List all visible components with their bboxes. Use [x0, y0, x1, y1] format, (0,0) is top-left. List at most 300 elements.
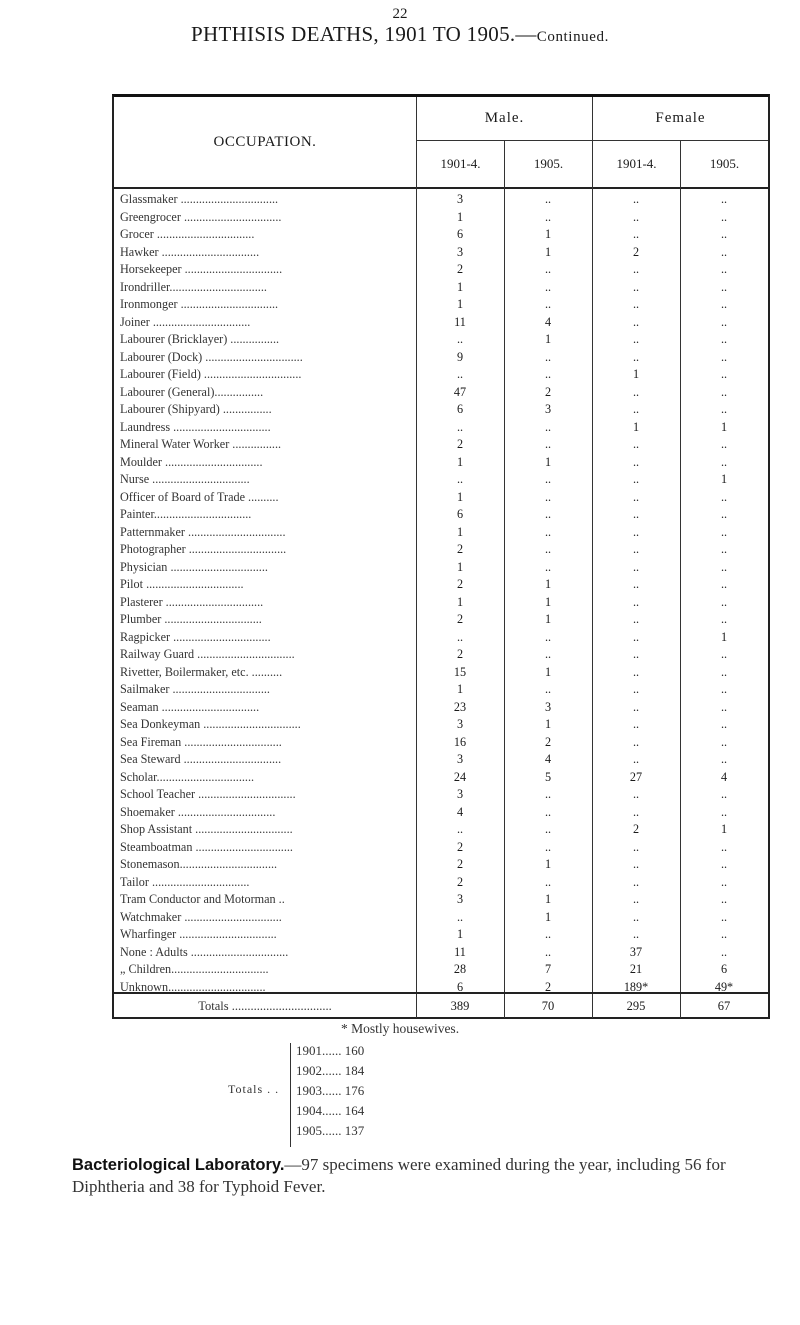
- cell-female-1905: ..: [720, 209, 728, 224]
- year: 1905......: [296, 1123, 342, 1138]
- cell-female-1905: ..: [720, 647, 728, 661]
- cell-male-1905: ..: [544, 787, 552, 801]
- phthisis-table: [112, 94, 770, 1019]
- cell-male-1901-4: 3: [456, 717, 464, 731]
- occupation-cell: Shoemaker ................................: [120, 804, 276, 819]
- cell-male-1901-4: ..: [456, 367, 464, 381]
- subheader-female-1901-4: 1901-4.: [616, 156, 657, 171]
- table-row: [114, 244, 768, 261]
- cell-female-1905: ..: [720, 507, 728, 521]
- occupation-cell: Tailor ................................: [120, 874, 250, 889]
- cell-female-1901-4: ..: [632, 349, 640, 364]
- cell-male-1905: 1: [544, 244, 552, 259]
- cell-male-1901-4: 3: [456, 244, 464, 259]
- cell-female-1901-4: 2: [632, 822, 640, 836]
- cell-female-1901-4: ..: [632, 909, 640, 924]
- annual-total-row: [296, 1121, 364, 1141]
- table-row: [114, 646, 768, 663]
- page-number: 22: [392, 6, 408, 22]
- brace: [290, 1043, 291, 1147]
- cell-male-1901-4: 11: [454, 944, 466, 959]
- subheader-male-1905: 1905.: [533, 156, 564, 171]
- cell-male-1905: ..: [544, 542, 552, 556]
- cell-female-1901-4: ..: [632, 314, 640, 329]
- cell-male-1905: ..: [544, 437, 552, 451]
- totals-male-1905: 70: [541, 999, 555, 1013]
- cell-female-1905: ..: [720, 909, 728, 924]
- cell-female-1905: ..: [720, 682, 728, 696]
- cell-male-1905: ..: [544, 524, 552, 539]
- table-row: [114, 874, 768, 891]
- cell-female-1905: ..: [720, 262, 728, 276]
- occupation-cell: Labourer (Field) ................................: [120, 367, 302, 381]
- table-row: [114, 856, 768, 873]
- cell-male-1905: ..: [544, 192, 552, 206]
- occupation-header: OCCUPATION.: [213, 133, 317, 150]
- cell-male-1905: ..: [544, 927, 552, 941]
- cell-male-1905: ..: [544, 472, 552, 486]
- table-row: [114, 594, 768, 611]
- cell-male-1901-4: 1: [456, 279, 464, 294]
- cell-female-1901-4: 1: [632, 419, 640, 434]
- cell-female-1901-4: 27: [629, 769, 643, 784]
- table-row: [114, 471, 768, 488]
- occupation-cell: Patternmaker ................................: [120, 524, 286, 539]
- cell-female-1905: 6: [720, 962, 728, 976]
- annual-total-row: [296, 1041, 364, 1061]
- cell-male-1905: 3: [544, 699, 552, 714]
- cell-female-1901-4: ..: [632, 682, 640, 696]
- cell-male-1905: 5: [544, 769, 552, 784]
- occupation-cell: Labourer (General)................: [120, 384, 264, 399]
- occupation-cell: Grocer ................................: [120, 227, 255, 241]
- table-row: [114, 489, 768, 506]
- occupation-cell: Labourer (Bricklayer) ................: [120, 332, 280, 346]
- cell-male-1905: 7: [544, 962, 552, 976]
- cell-male-1905: ..: [544, 822, 552, 836]
- cell-male-1905: ..: [544, 419, 552, 434]
- bacteriological-text: —97 specimens were examined during the year, including 56 for Diphtheria and 38 for Typhoid Fever.: [72, 1155, 726, 1196]
- cell-male-1905: 1: [544, 594, 552, 609]
- occupation-cell: Irondriller................................: [120, 279, 267, 294]
- totals-label: Totals ................................: [198, 999, 332, 1013]
- cell-female-1905: ..: [720, 489, 728, 504]
- table-row: [114, 401, 768, 418]
- cell-female-1901-4: ..: [632, 594, 640, 609]
- cell-female-1905: ..: [720, 892, 728, 906]
- cell-male-1905: ..: [544, 874, 552, 889]
- cell-female-1905: ..: [720, 314, 728, 329]
- cell-female-1901-4: ..: [632, 227, 640, 241]
- cell-male-1901-4: ..: [456, 909, 464, 924]
- occupation-cell: Ragpicker ................................: [120, 629, 271, 644]
- cell-female-1901-4: ..: [632, 874, 640, 889]
- occupation-cell: Moulder ................................: [120, 454, 263, 469]
- cell-female-1901-4: 1: [632, 367, 640, 381]
- cell-male-1905: 4: [544, 752, 552, 766]
- totals-female-1905: 67: [717, 999, 731, 1013]
- cell-male-1905: 1: [544, 454, 552, 469]
- cell-male-1901-4: 23: [453, 699, 467, 714]
- cell-male-1901-4: 2: [456, 857, 464, 871]
- page-title: [0, 22, 800, 47]
- table-row: [114, 436, 768, 453]
- cell-female-1901-4: ..: [632, 752, 640, 766]
- occupation-cell: None : Adults ................................: [120, 944, 289, 959]
- occupation-cell: Shop Assistant ................................: [120, 822, 293, 836]
- cell-female-1901-4: ..: [632, 472, 640, 486]
- subheader-male-1901-4: 1901-4.: [440, 156, 481, 171]
- occupation-cell: Pilot ................................: [120, 577, 244, 591]
- cell-male-1901-4: 6: [456, 227, 464, 241]
- table-row: [114, 821, 768, 838]
- occupation-cell: Railway Guard ................................: [120, 647, 295, 661]
- cell-female-1901-4: ..: [632, 647, 640, 661]
- cell-female-1905: ..: [720, 594, 728, 609]
- cell-male-1905: ..: [544, 839, 552, 854]
- table-row: [114, 734, 768, 751]
- cell-female-1905: ..: [720, 699, 728, 714]
- cell-female-1905: ..: [720, 664, 728, 679]
- cell-male-1905: ..: [544, 629, 552, 644]
- cell-male-1901-4: 1: [456, 927, 464, 941]
- occupation-cell: Mineral Water Worker ................: [120, 437, 282, 451]
- annual-totals: [228, 1041, 488, 1151]
- cell-female-1901-4: ..: [632, 262, 640, 276]
- cell-male-1905: ..: [544, 647, 552, 661]
- cell-female-1901-4: ..: [632, 332, 640, 346]
- subheader-female-1905: 1905.: [709, 156, 740, 171]
- cell-male-1905: ..: [544, 559, 552, 574]
- cell-male-1905: ..: [544, 349, 552, 364]
- occupation-cell: Laundress ................................: [120, 419, 271, 434]
- cell-male-1905: 2: [544, 384, 552, 399]
- cell-male-1901-4: 2: [456, 647, 464, 661]
- cell-male-1901-4: 47: [453, 384, 467, 399]
- cell-female-1901-4: ..: [632, 279, 640, 294]
- cell-female-1905: ..: [720, 524, 728, 539]
- table-row: [114, 524, 768, 541]
- cell-male-1905: ..: [544, 944, 552, 959]
- table-row: [114, 716, 768, 733]
- cell-male-1901-4: 6: [456, 979, 464, 994]
- cell-female-1901-4: 37: [629, 944, 643, 959]
- cell-male-1901-4: 2: [456, 542, 464, 556]
- annual-totals-label: Totals . .: [228, 1082, 280, 1096]
- occupation-cell: Labourer (Dock) ................................: [120, 349, 303, 364]
- cell-female-1901-4: ..: [632, 542, 640, 556]
- table-row: [114, 611, 768, 628]
- cell-female-1905: ..: [720, 944, 728, 959]
- occupation-cell: Physician ................................: [120, 559, 268, 574]
- table-row: [114, 384, 768, 401]
- table-row: [114, 454, 768, 471]
- table-row: [114, 419, 768, 436]
- cell-female-1905: ..: [720, 804, 728, 819]
- cell-male-1901-4: 1: [456, 594, 464, 609]
- cell-female-1905: ..: [720, 402, 728, 416]
- cell-female-1905: ..: [720, 437, 728, 451]
- occupation-cell: Ironmonger ................................: [120, 297, 279, 311]
- cell-female-1905: ..: [720, 192, 728, 206]
- occupation-cell: Labourer (Shipyard) ................: [120, 402, 272, 416]
- cell-female-1905: ..: [720, 577, 728, 591]
- cell-female-1901-4: ..: [632, 384, 640, 399]
- year: 1902......: [296, 1063, 342, 1078]
- occupation-cell: Seaman ................................: [120, 699, 260, 714]
- cell-male-1901-4: 15: [453, 664, 467, 679]
- table-row: [114, 226, 768, 243]
- cell-male-1901-4: 1: [456, 489, 464, 504]
- occupation-cell: Stonemason................................: [120, 857, 278, 871]
- cell-female-1901-4: ..: [632, 699, 640, 714]
- cell-female-1901-4: ..: [632, 437, 640, 451]
- table-header: [114, 97, 768, 189]
- cell-male-1901-4: 3: [456, 787, 464, 801]
- year: 1903......: [296, 1083, 342, 1098]
- cell-female-1901-4: ..: [632, 892, 640, 906]
- occupation-cell: Steamboatman ................................: [120, 839, 293, 854]
- table-row: [114, 209, 768, 226]
- female-header: Female: [593, 97, 768, 141]
- cell-male-1901-4: ..: [456, 472, 464, 486]
- occupation-cell: Glassmaker ................................: [120, 192, 279, 206]
- table-row: [114, 279, 768, 296]
- occupation-cell: Sailmaker ................................: [120, 682, 270, 696]
- cell-male-1901-4: 6: [456, 402, 464, 416]
- cell-male-1901-4: 1: [456, 524, 464, 539]
- occupation-cell: Nurse ................................: [120, 472, 250, 486]
- cell-female-1905: ..: [720, 227, 728, 241]
- cell-male-1905: 1: [544, 717, 552, 731]
- table-row: [114, 191, 768, 208]
- cell-female-1905: 1: [720, 822, 728, 836]
- table-row: [114, 664, 768, 681]
- cell-female-1905: ..: [720, 244, 728, 259]
- table-row: [114, 506, 768, 523]
- occupation-cell: Rivetter, Boilermaker, etc. ..........: [120, 664, 283, 679]
- cell-female-1905: 4: [720, 769, 728, 784]
- cell-female-1901-4: ..: [632, 839, 640, 854]
- table-row: [114, 891, 768, 908]
- table-row: [114, 699, 768, 716]
- cell-male-1901-4: 3: [456, 752, 464, 766]
- cell-male-1905: 1: [544, 332, 552, 346]
- cell-male-1905: 2: [544, 979, 552, 994]
- cell-female-1901-4: ..: [632, 717, 640, 731]
- table-row: [114, 769, 768, 786]
- cell-female-1901-4: 21: [629, 962, 643, 976]
- male-header: Male.: [417, 97, 592, 141]
- cell-female-1905: ..: [720, 752, 728, 766]
- cell-female-1905: ..: [720, 279, 728, 294]
- cell-female-1905: ..: [720, 542, 728, 556]
- cell-male-1901-4: 1: [456, 454, 464, 469]
- cell-female-1901-4: ..: [632, 927, 640, 941]
- occupation-cell: Plumber ................................: [120, 612, 262, 626]
- cell-male-1901-4: 1: [456, 559, 464, 574]
- cell-female-1905: ..: [720, 927, 728, 941]
- cell-male-1901-4: 1: [456, 209, 464, 224]
- annual-total-row: [296, 1061, 364, 1081]
- occupation-cell: Greengrocer ................................: [120, 209, 282, 224]
- table-row: [114, 786, 768, 803]
- cell-male-1901-4: 2: [456, 437, 464, 451]
- occupation-cell: Sea Steward ................................: [120, 752, 282, 766]
- occupation-cell: Horsekeeper ................................: [120, 262, 283, 276]
- cell-male-1905: ..: [544, 367, 552, 381]
- bacteriological-paragraph: [0, 1154, 800, 1197]
- cell-male-1901-4: 1: [456, 682, 464, 696]
- cell-female-1905: ..: [720, 454, 728, 469]
- cell-male-1905: ..: [544, 297, 552, 311]
- year-value: 160: [344, 1043, 365, 1058]
- cell-female-1905: 1: [720, 629, 728, 644]
- cell-male-1901-4: ..: [456, 822, 464, 836]
- cell-male-1901-4: 2: [456, 839, 464, 854]
- cell-female-1901-4: ..: [632, 454, 640, 469]
- occupation-cell: Sea Donkeyman ................................: [120, 717, 301, 731]
- cell-female-1901-4: ..: [632, 489, 640, 504]
- occupation-cell: Wharfinger ................................: [120, 927, 277, 941]
- cell-male-1901-4: 6: [456, 507, 464, 521]
- table-row: [114, 681, 768, 698]
- cell-female-1905: ..: [720, 612, 728, 626]
- table-row: [114, 926, 768, 943]
- occupation-cell: „ Children................................: [120, 962, 269, 976]
- cell-female-1905: ..: [720, 297, 728, 311]
- cell-female-1901-4: ..: [632, 507, 640, 521]
- cell-female-1905: ..: [720, 787, 728, 801]
- totals-female-1901-4: 295: [626, 999, 646, 1013]
- cell-male-1905: ..: [544, 262, 552, 276]
- footnote: * Mostly housewives.: [340, 1021, 460, 1036]
- cell-male-1901-4: 3: [456, 892, 464, 906]
- cell-female-1901-4: 2: [632, 244, 640, 259]
- cell-male-1901-4: 24: [453, 769, 467, 784]
- cell-female-1905: 49*: [714, 979, 734, 994]
- occupation-cell: Officer of Board of Trade ..........: [120, 489, 279, 504]
- table-row: [114, 804, 768, 821]
- occupation-cell: School Teacher ................................: [120, 787, 296, 801]
- table-row: [114, 261, 768, 278]
- cell-female-1901-4: ..: [632, 402, 640, 416]
- cell-female-1905: ..: [720, 734, 728, 749]
- cell-male-1905: 1: [544, 227, 552, 241]
- title-continued: Continued.: [536, 29, 609, 45]
- cell-male-1905: ..: [544, 209, 552, 224]
- cell-female-1901-4: ..: [632, 857, 640, 871]
- cell-female-1901-4: ..: [632, 612, 640, 626]
- cell-female-1905: ..: [720, 349, 728, 364]
- annual-total-row: [296, 1101, 364, 1121]
- cell-male-1905: 2: [544, 734, 552, 749]
- table-row: [114, 314, 768, 331]
- cell-male-1905: 3: [544, 402, 552, 416]
- cell-female-1901-4: ..: [632, 559, 640, 574]
- occupation-cell: Painter................................: [120, 507, 252, 521]
- occupation-cell: Scholar................................: [120, 769, 255, 784]
- cell-male-1901-4: ..: [456, 629, 464, 644]
- cell-female-1905: 1: [720, 472, 728, 486]
- cell-female-1905: ..: [720, 332, 728, 346]
- table-row: [114, 296, 768, 313]
- cell-male-1905: ..: [544, 804, 552, 819]
- cell-male-1905: 1: [544, 909, 552, 924]
- cell-male-1905: 1: [544, 664, 552, 679]
- cell-male-1901-4: 2: [456, 612, 464, 626]
- year: 1901......: [296, 1043, 342, 1058]
- cell-male-1901-4: 9: [456, 349, 464, 364]
- table-row: [114, 751, 768, 768]
- cell-female-1905: ..: [720, 857, 728, 871]
- occupation-cell: Sea Fireman ................................: [120, 734, 282, 749]
- occupation-cell: Tram Conductor and Motorman ..: [120, 892, 285, 906]
- table-row: [114, 331, 768, 348]
- cell-male-1905: 1: [544, 612, 552, 626]
- table-row: [114, 909, 768, 926]
- table-row: [114, 541, 768, 558]
- occupation-cell: Photographer ................................: [120, 542, 287, 556]
- cell-female-1905: ..: [720, 839, 728, 854]
- cell-female-1901-4: ..: [632, 804, 640, 819]
- cell-male-1901-4: 2: [456, 262, 464, 276]
- cell-male-1901-4: 2: [456, 874, 464, 889]
- cell-female-1901-4: ..: [632, 629, 640, 644]
- occupation-cell: Hawker ................................: [120, 244, 260, 259]
- year-value: 184: [344, 1063, 365, 1078]
- cell-female-1901-4: ..: [632, 734, 640, 749]
- cell-male-1901-4: 28: [453, 962, 467, 976]
- cell-male-1901-4: 11: [454, 314, 466, 329]
- occupation-cell: Unknown................................: [120, 979, 266, 994]
- cell-male-1901-4: 1: [456, 297, 464, 311]
- year: 1904......: [296, 1103, 342, 1118]
- cell-male-1901-4: 2: [456, 577, 464, 591]
- occupation-cell: Plasterer ................................: [120, 594, 264, 609]
- cell-female-1905: ..: [720, 384, 728, 399]
- cell-female-1901-4: ..: [632, 577, 640, 591]
- cell-male-1905: 4: [544, 314, 552, 329]
- annual-total-row: [296, 1081, 364, 1101]
- table-row: [114, 629, 768, 646]
- cell-male-1905: ..: [544, 279, 552, 294]
- totals-row: [114, 993, 768, 1019]
- table-row: [114, 366, 768, 383]
- bacteriological-title: Bacteriological Laboratory.: [72, 1156, 285, 1174]
- cell-female-1905: ..: [720, 367, 728, 381]
- table-row: [114, 944, 768, 961]
- cell-male-1905: 1: [544, 577, 552, 591]
- cell-female-1901-4: 189*: [623, 979, 649, 994]
- cell-male-1901-4: ..: [456, 419, 464, 434]
- table-row: [114, 559, 768, 576]
- cell-male-1905: ..: [544, 507, 552, 521]
- cell-male-1905: 1: [544, 892, 552, 906]
- cell-male-1905: 1: [544, 857, 552, 871]
- year-value: 176: [344, 1083, 365, 1098]
- cell-female-1901-4: ..: [632, 664, 640, 679]
- occupation-cell: Joiner ................................: [120, 314, 251, 329]
- cell-female-1901-4: ..: [632, 209, 640, 224]
- cell-male-1905: ..: [544, 682, 552, 696]
- cell-male-1901-4: 16: [453, 734, 467, 749]
- cell-female-1901-4: ..: [632, 192, 640, 206]
- totals-male-1901-4: 389: [450, 999, 470, 1013]
- cell-female-1901-4: ..: [632, 524, 640, 539]
- cell-male-1901-4: 4: [456, 804, 464, 819]
- cell-female-1905: ..: [720, 717, 728, 731]
